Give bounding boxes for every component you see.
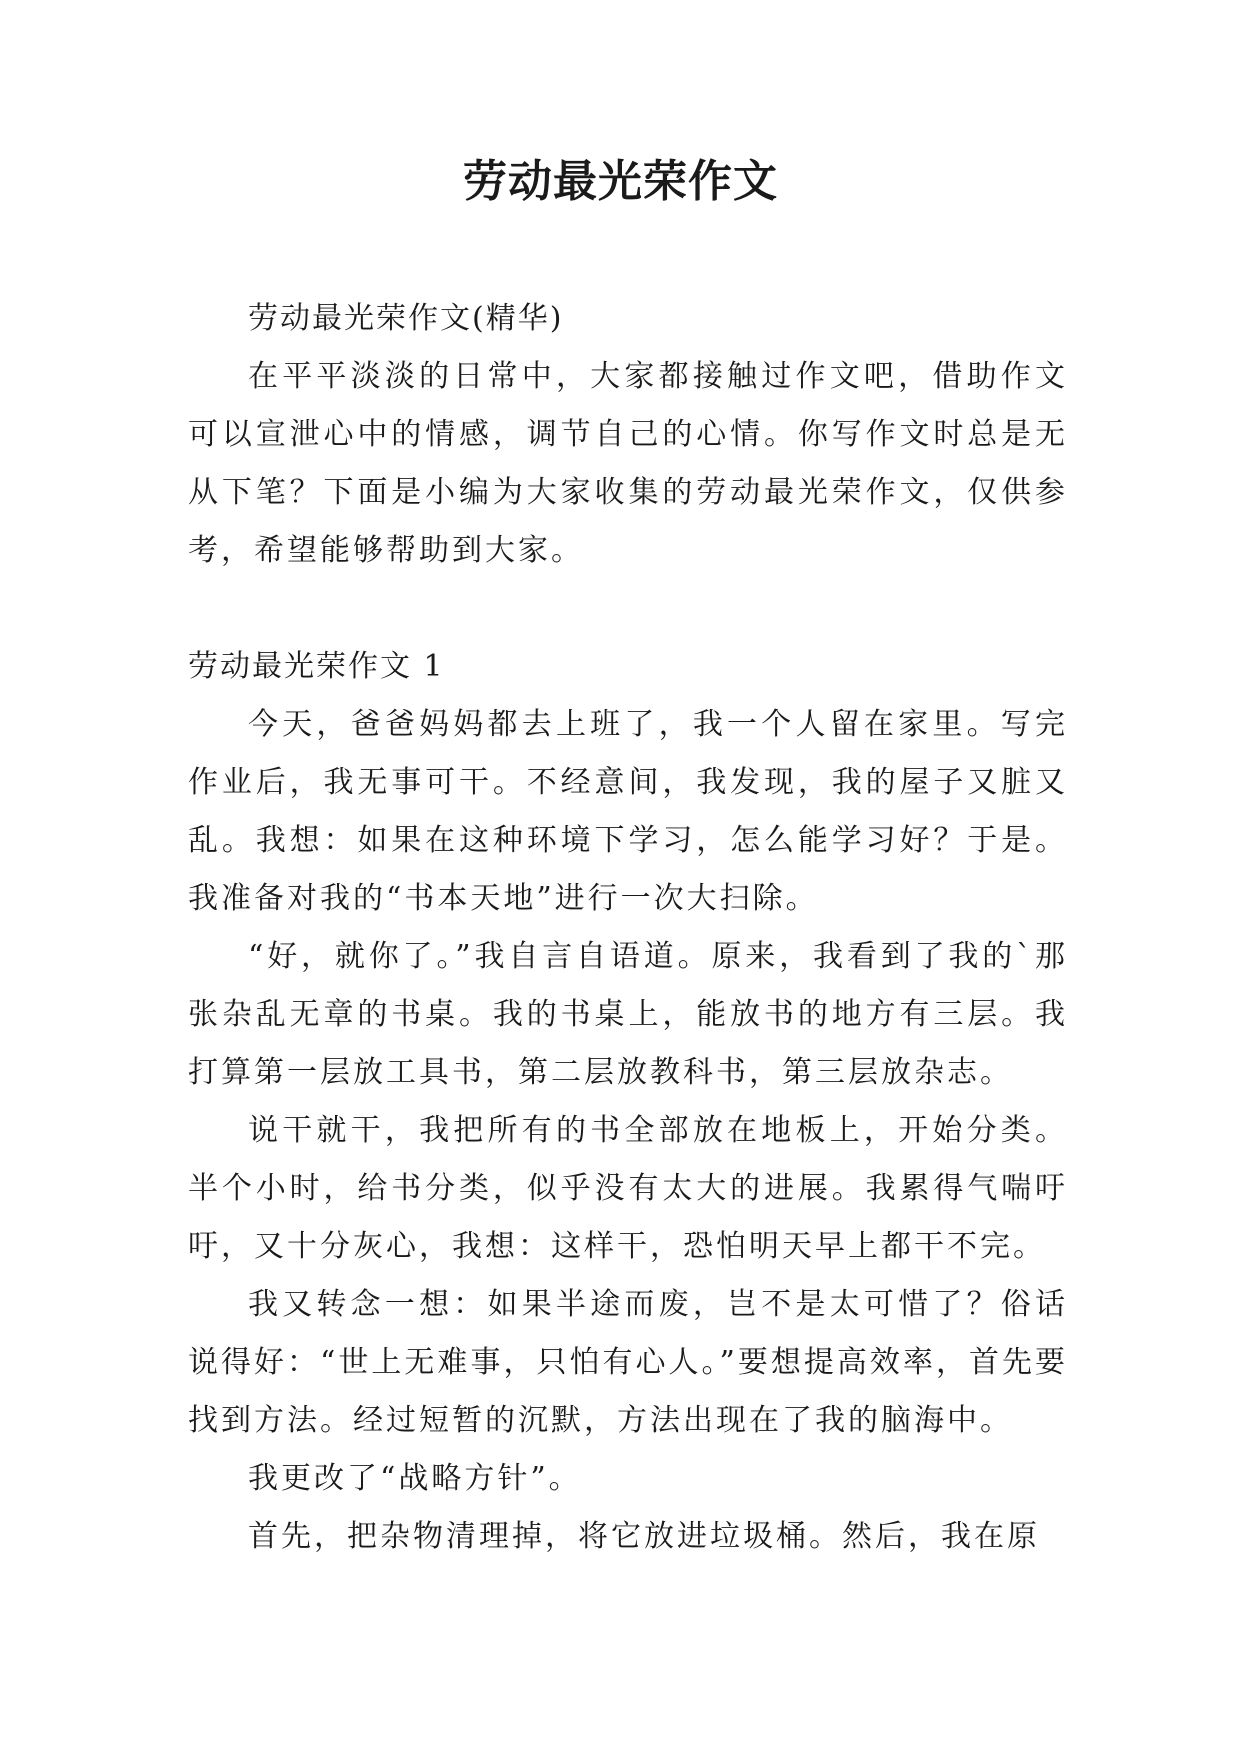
section-heading: 劳动最光荣作文 1 [188, 649, 445, 684]
body-paragraph-2: “好，就你了。”我自言自语道。原来，我看到了我的`那张杂乱无章的书桌。我的书桌上，能放书的地方有三层。我打算第一层放工具书，第二层放教科书，第三层放杂志。 [188, 939, 1068, 1090]
body-paragraph-1: 今天，爸爸妈妈都去上班了，我一个人留在家里。写完作业后，我无事可干。不经意间，我发现，我的屋子又脏又乱。我想：如果在这种环境下学习，怎么能学习好？于是。我准备对我的“书本天地”进行一次大扫除。 [188, 707, 1068, 916]
document-title: 劳动最光荣作文 [463, 156, 778, 207]
intro-paragraph: 在平平淡淡的日常中，大家都接触过作文吧，借助作文可以宣泄心中的情感，调节自己的心情。你写作文时总是无从下笔？下面是小编为大家收集的劳动最光荣作文，仅供参考，希望能够帮助到大家。 [188, 359, 1068, 568]
body-paragraph-5: 我更改了“战略方针”。 [248, 1461, 582, 1496]
body-paragraph-4: 我又转念一想：如果半途而废，岂不是太可惜了？俗话说得好：“世上无难事，只怕有心人。”要想提高效率，首先要找到方法。经过短暂的沉默，方法出现在了我的脑海中。 [188, 1287, 1068, 1438]
section-spacer [188, 580, 1068, 638]
document-body [188, 290, 1068, 1566]
document-subtitle: 劳动最光荣作文(精华) [248, 301, 564, 336]
body-paragraph-3: 说干就干，我把所有的书全部放在地板上，开始分类。半个小时，给书分类，似乎没有太大的进展。我累得气喘吁吁，又十分灰心，我想：这样干，恐怕明天早上都干不完。 [188, 1113, 1068, 1264]
body-paragraph-6: 首先，把杂物清理掉，将它放进垃圾桶。然后，我在原 [248, 1519, 1040, 1554]
